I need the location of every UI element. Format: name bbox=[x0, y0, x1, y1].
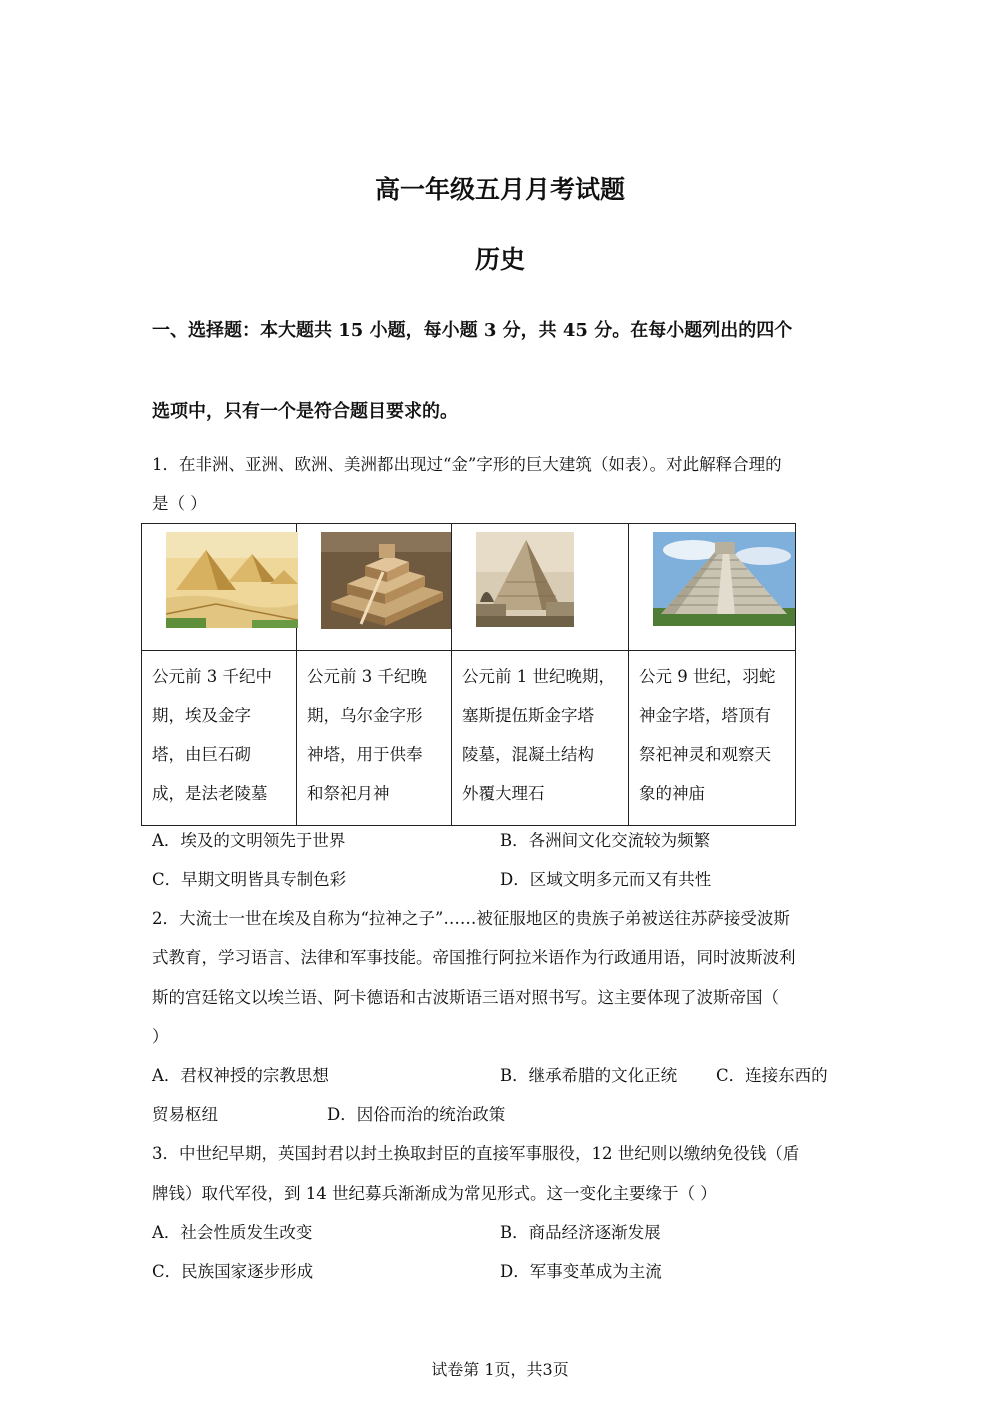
q1-desc-4-line3: 祭祀神灵和观察天 bbox=[639, 745, 771, 764]
q1-desc-3-line4: 外覆大理石 bbox=[462, 784, 545, 803]
q2-option-a[interactable]: A．君权神授的宗教思想 bbox=[152, 1066, 329, 1085]
q3-option-b[interactable]: B．商品经济逐渐发展 bbox=[500, 1223, 661, 1242]
q2-stem-line2: 式教育，学习语言、法律和军事技能。帝国推行阿拉米语作为行政通用语，同时波斯波利 bbox=[152, 948, 796, 967]
q3-stem-line2: 牌钱）取代军役，到 14 世纪募兵渐渐成为常见形式。这一变化主要缘于（ ） bbox=[152, 1184, 717, 1203]
q1-desc-2-line3: 神塔，用于供奉 bbox=[307, 745, 423, 764]
q3-option-c[interactable]: C．民族国家逐步形成 bbox=[152, 1262, 314, 1281]
q1-image-cell-4 bbox=[629, 524, 796, 651]
q1-desc-4-line4: 象的神庙 bbox=[639, 784, 705, 803]
q1-desc-1-line3: 塔，由巨石砌 bbox=[152, 745, 251, 764]
q1-pyramid-table bbox=[141, 523, 796, 826]
q1-stem-line1: 1．在非洲、亚洲、欧洲、美洲都出现过“金”字形的巨大建筑（如表）。对此解释合理的 bbox=[152, 455, 782, 474]
q1-image-cell-3 bbox=[452, 524, 629, 651]
q1-desc-2-line4: 和祭祀月神 bbox=[307, 784, 390, 803]
q1-desc-3-line3: 陵墓，混凝土结构 bbox=[462, 745, 594, 764]
egypt-pyramid-image bbox=[166, 532, 298, 628]
section-heading-line1: 一、选择题：本大题共 15 小题，每小题 3 分，共 45 分。在每小题列出的四个 bbox=[152, 320, 793, 341]
q1-desc-cell-3 bbox=[452, 651, 629, 826]
q2-option-d[interactable]: D．因俗而治的统治政策 bbox=[327, 1105, 506, 1124]
q1-desc-cell-2 bbox=[297, 651, 452, 826]
q3-option-d[interactable]: D．军事变革成为主流 bbox=[500, 1262, 662, 1281]
q1-desc-1-line1: 公元前 3 千纪中 bbox=[152, 667, 272, 686]
q3-stem-line1: 3．中世纪早期，英国封君以封土换取封臣的直接军事服役，12 世纪则以缴纳免役钱（盾 bbox=[152, 1144, 800, 1163]
page-footer: 试卷第 1页，共3页 bbox=[431, 1360, 569, 1379]
q3-option-a[interactable]: A．社会性质发生改变 bbox=[152, 1223, 313, 1242]
q1-desc-2-line2: 期，乌尔金字形 bbox=[307, 706, 423, 725]
q1-desc-cell-4 bbox=[629, 651, 796, 826]
q2-option-c-continued[interactable]: 贸易枢纽 bbox=[152, 1105, 218, 1124]
q1-stem-line2: 是（ ） bbox=[152, 494, 207, 513]
q1-option-c[interactable]: C．早期文明皆具专制色彩 bbox=[152, 870, 347, 889]
exam-subject: 历史 bbox=[474, 245, 525, 274]
q2-stem-line3: 斯的宫廷铭文以埃兰语、阿卡德语和古波斯语三语对照书写。这主要体现了波斯帝国（ bbox=[152, 988, 779, 1007]
q1-option-a[interactable]: A．埃及的文明领先于世界 bbox=[152, 831, 346, 850]
q1-desc-4-line1: 公元 9 世纪，羽蛇 bbox=[639, 667, 776, 686]
q1-desc-1-line4: 成，是法老陵墓 bbox=[152, 784, 268, 803]
q1-desc-2-line1: 公元前 3 千纪晚 bbox=[307, 667, 427, 686]
ur-ziggurat-image bbox=[321, 532, 451, 629]
q1-desc-4-line2: 神金字塔，塔顶有 bbox=[639, 706, 771, 725]
q1-desc-3-line1: 公元前 1 世纪晚期， bbox=[462, 667, 615, 686]
q1-desc-3-line2: 塞斯提伍斯金字塔 bbox=[462, 706, 594, 725]
q2-stem-line1: 2．大流士一世在埃及自称为“拉神之子”……被征服地区的贵族子弟被送往苏萨接受波斯 bbox=[152, 909, 790, 928]
q1-option-b[interactable]: B．各洲间文化交流较为频繁 bbox=[500, 831, 711, 850]
q2-stem-line4: ） bbox=[152, 1027, 169, 1046]
q1-desc-cell-1 bbox=[142, 651, 297, 826]
exam-title: 高一年级五月月考试题 bbox=[374, 175, 625, 204]
section-heading-line2: 选项中，只有一个是符合题目要求的。 bbox=[152, 401, 458, 422]
q1-image-cell-1 bbox=[142, 524, 297, 651]
kukulcan-pyramid-image bbox=[653, 532, 795, 626]
q1-desc-1-line2: 期，埃及金字 bbox=[152, 706, 251, 725]
q1-option-d[interactable]: D．区域文明多元而又有共性 bbox=[500, 870, 712, 889]
q2-option-b[interactable]: B．继承希腊的文化正统 bbox=[500, 1066, 678, 1085]
q2-option-c[interactable]: C．连接东西的 bbox=[716, 1066, 828, 1085]
cestius-pyramid-image bbox=[476, 532, 574, 627]
q1-image-cell-2 bbox=[297, 524, 452, 651]
